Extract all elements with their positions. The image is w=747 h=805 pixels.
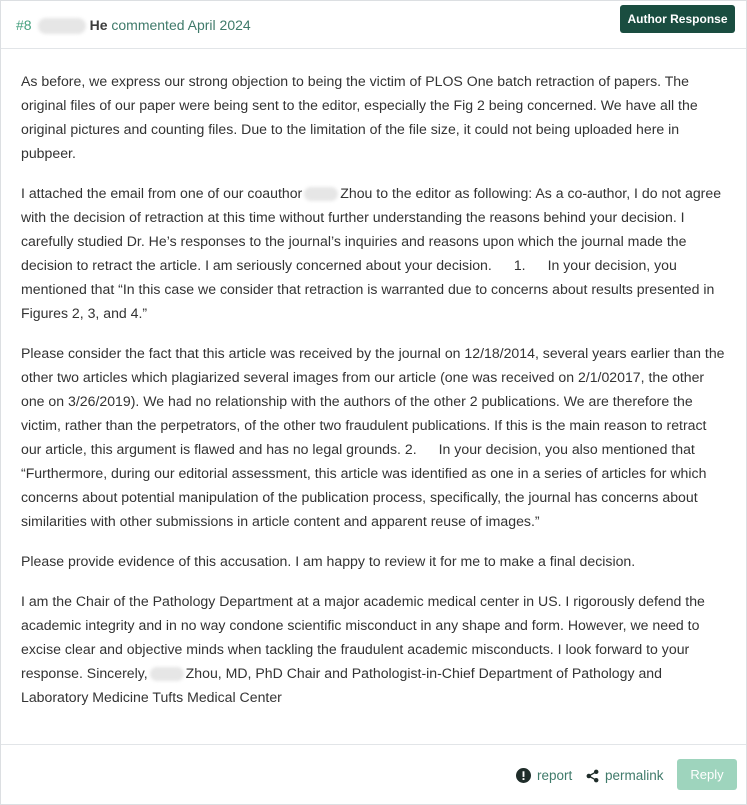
reply-button[interactable]: Reply <box>677 759 737 790</box>
author-response-badge: Author Response <box>620 5 735 33</box>
comment-number[interactable]: #8 <box>16 17 32 33</box>
comment-footer <box>1 744 746 805</box>
paragraph: Please provide evidence of this accusation. I am happy to review it for me to make a final decision. <box>21 553 636 569</box>
redacted-name <box>150 667 184 681</box>
comment-meta <box>16 16 251 34</box>
comment-header <box>1 1 746 49</box>
redacted-name <box>38 18 86 34</box>
paragraph: I attached the email from one of our coauthor Zhou to the editor as following: As a co-author, I do not agree with the decision of retraction at this time without further understanding the reasons behind your decision. I carefully studied Dr. He’s responses to the journal’s inquiries and reasons upon which the journal made the decision to retract the article. I am seriously concerned about your decision. 1. In your decision, you mentioned that “In this case we consider that retraction is warranted due to concerns about results presented in Figures 2, 3, and 4.” <box>21 185 722 321</box>
comment-author[interactable]: He <box>89 17 108 33</box>
permalink-link[interactable] <box>586 766 664 786</box>
share-icon <box>586 769 599 783</box>
report-link[interactable] <box>516 766 572 786</box>
comment-date: commented April 2024 <box>111 17 251 33</box>
exclamation-circle-icon <box>516 768 531 783</box>
permalink-label: permalink <box>605 768 664 783</box>
paragraph: Please consider the fact that this article was received by the journal on 12/18/2014, several years earlier than the other two articles which plagiarized several images from our article (one was received on 2/1/02017, the other one on 3/26/2019). We had no relationship with the authors of the other 2 publications. We are therefore the victim, rather than the perpetrators, of the other two fraudulent publications. If this is the main reason to retract our article, this argument is flawed and has no legal grounds. 2. In your decision, you also mentioned that “Furthermore, during our editorial assessment, this article was identified as one in a series of articles for which concerns about potential manipulation of the publication process, specifically, the journal has concerns about similarities with other submissions in article content and apparent reuse of images.” <box>21 345 725 529</box>
comment-body <box>21 69 727 709</box>
paragraph: As before, we express our strong objection to being the victim of PLOS One batch retraction of papers. The original files of our paper were being sent to the editor, especially the Fig 2 being concerned. We have all the original pictures and counting files. Due to the limitation of the file size, it could not being uploaded here in pubpeer. <box>21 73 698 161</box>
report-label: report <box>537 768 573 783</box>
redacted-name <box>304 187 338 201</box>
paragraph: I am the Chair of the Pathology Department at a major academic medical center in US. I rigorously defend the academic integrity and in no way condone scientific misconduct in any shape and form. However, we need to excise clear and objective minds when tackling the fraudulent academic misconducts. I look forward to your response. Sincerely, Zhou, MD, PhD Chair and Pathologist-in-Chief Department of Pathology and Laboratory Medicine Tufts Medical Center <box>21 593 705 705</box>
